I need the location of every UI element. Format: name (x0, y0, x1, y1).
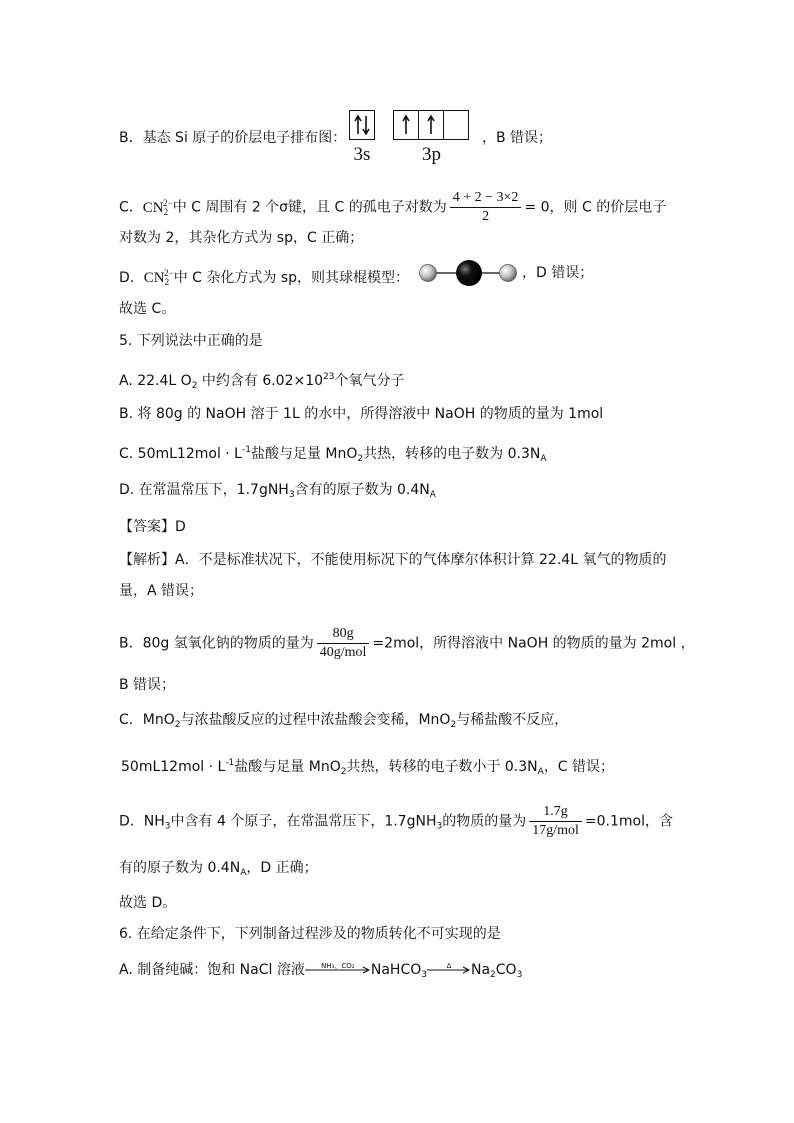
up-arrow-icon (394, 111, 419, 139)
analysis-c2: $50mL12mol \cdot L^{-1}$盐酸与足量 MnO$_2$共热，转移的电子数小于 $0.3N_A$，C 错误； (121, 758, 615, 777)
empty-orbital (444, 111, 468, 139)
q5-option-c: C. $50mL12mol \cdot L^{-1}$盐酸与足量 MnO$_2$共热，转移的电子数为 $0.3N_A$ (119, 445, 547, 464)
fraction: $\frac{4 + 2 - 3\times 2}{2}$ (450, 190, 522, 225)
q5-option-d: D. 在常温常压下，1.7gNH$_3$含有的原子数为 $0.4N_A$ (119, 482, 436, 500)
reaction-arrow: Δ (427, 962, 471, 978)
line-c2: 对数为 2，其杂化方式为 sp，C 正确； (119, 230, 364, 246)
orbital-3s: 3s (349, 110, 375, 166)
line-choose-c: 故选 C。 (119, 301, 176, 317)
analysis-d2: 有的原子数为 $0.4N_A$，D 正确； (119, 860, 318, 878)
up-arrow-icon (419, 111, 444, 139)
q6-option-a: A. 制备纯碱：饱和 NaCl 溶液 NH₃、CO₂ NaHCO$_3$ Δ $Na_2CO_3$ (119, 962, 523, 980)
line-choose-d: 故选 D。 (119, 895, 177, 911)
analysis-c: C．MnO$_2$与浓盐酸反应的过程中浓盐酸会变稀，MnO$_2$与稀盐酸不反应， (119, 712, 569, 730)
line-b-si (119, 128, 346, 148)
orbital-diagram (349, 110, 469, 166)
q6-title: 6. 在给定条件下，下列制备过程涉及的物质转化不可实现的是 (119, 926, 501, 942)
analysis-b2: B 错误； (119, 677, 176, 693)
line-d: D．$CN_2^{2-}$中 C 杂化方式为 sp，则其球棍模型： (119, 268, 410, 287)
reaction-arrow: NH₃、CO₂ (305, 962, 371, 978)
up-down-arrow-icon (350, 111, 374, 139)
q5-option-b: B. 将 80g 的 NaOH 溶于 1L 的水中，所得溶液中 NaOH 的物质的量为 1mol (119, 406, 604, 422)
analysis-line-2: 量，A 错误； (119, 583, 204, 599)
answer: 【答案】D (119, 519, 186, 535)
text: B．基态 Si 原子的价层电子排布图： (119, 130, 347, 146)
orbital-3p: 3p (393, 110, 469, 166)
line-b-suffix: ，B 错误； (482, 130, 553, 146)
q5-option-a: A. 22.4L $O_2$ 中约含有 $6.02\times 10^{23}$个氧气分子 (119, 372, 405, 391)
ball-and-stick-model (418, 259, 520, 287)
analysis-line-1: 【解析】A．不是标准状况下，不能使用标况下的气体摩尔体积计算 22.4L 氧气的物质的 (119, 552, 667, 568)
analysis-b: B．80g 氢氧化钠的物质的量为 $\frac{80g}{\text{40g/mol}}$ =2mol，所得溶液中 NaOH 的物质的量为 2mol ， (119, 626, 695, 660)
line-d-suffix: ，D 错误； (522, 265, 594, 281)
q5-title: 5. 下列说法中正确的是 (119, 333, 263, 349)
fraction: $\frac{1.7g}{\text{17g/mol}}$ (529, 804, 582, 839)
fraction: $\frac{80g}{\text{40g/mol}}$ (317, 626, 370, 661)
analysis-d: D．$NH_3$中含有 4 个原子，在常温常压下，1.7gNH$_3$的物质的量为 $\frac{1.7g}{\text{17g/mol}}$ =0.1mol，含 (119, 804, 673, 838)
line-c: C．$CN_2^{2-}$中 C 周围有 2 个σ键，且 C 的孤电子对数为 $\frac{4 + 2 - 3\times 2}{2}$ = 0，则 C 的价层电子 (119, 190, 667, 224)
